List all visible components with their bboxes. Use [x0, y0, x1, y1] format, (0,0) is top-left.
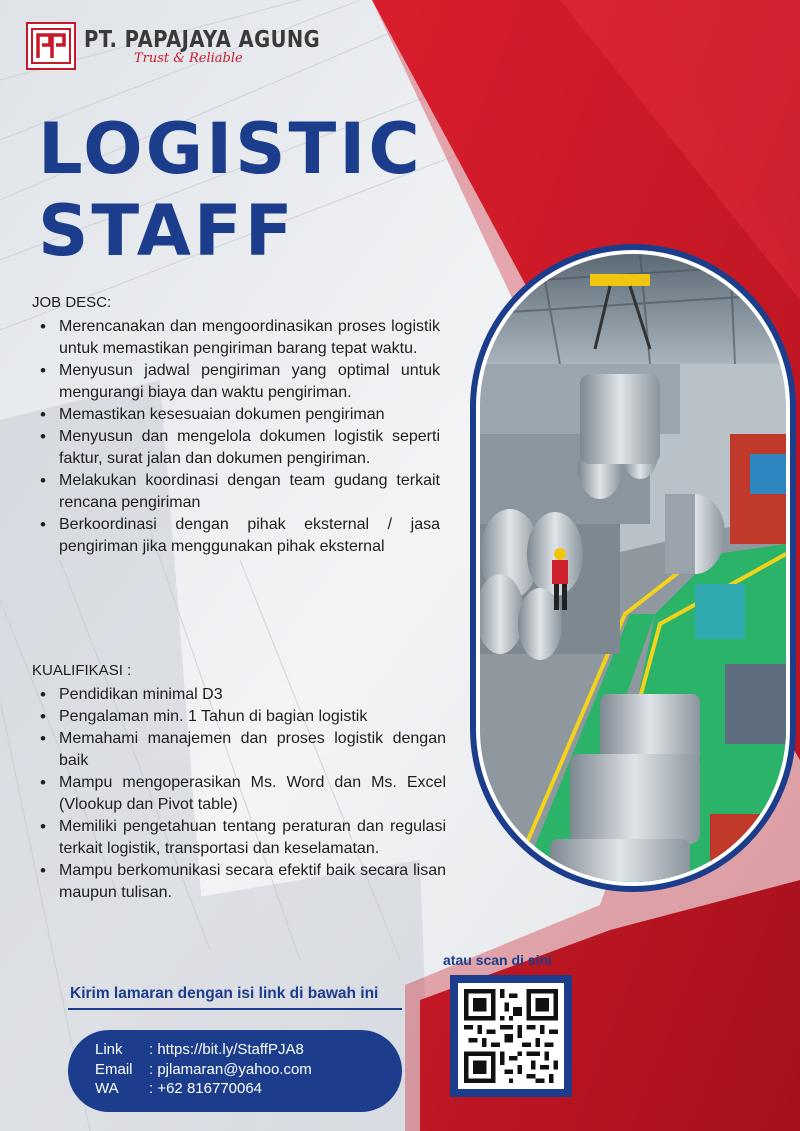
apply-divider: [68, 1008, 402, 1010]
warehouse-illustration: [480, 254, 786, 882]
list-item: • Memahami manajemen dan proses logistik dengan baik: [32, 728, 446, 772]
job-desc-list: [32, 316, 440, 558]
kualifikasi-section: [32, 660, 446, 904]
list-item: • Memiliki pengetahuan tentang peraturan dan regulasi terkait logistik, transportasi dan keselamatan.: [32, 816, 446, 860]
link-label: Link: [95, 1041, 123, 1058]
warehouse-photo-frame: [470, 244, 796, 892]
list-item: • Pendidikan minimal D3: [32, 684, 446, 706]
list-item: • Merencanakan dan mengoordinasikan proses logistik untuk memastikan pengiriman barang tepat waktu.: [32, 316, 440, 360]
list-item: • Mampu mengoperasikan Ms. Word dan Ms. Excel (Vlookup dan Pivot table): [32, 772, 446, 816]
list-item: • Berkoordinasi dengan pihak eksternal / jasa pengiriman jika menggunakan pihak eksternal: [32, 514, 440, 558]
email-label: Email: [95, 1060, 133, 1078]
qr-code-icon: [464, 989, 558, 1083]
kualifikasi-list: [32, 684, 446, 904]
company-name: PT. PAPAJAYA AGUNG: [84, 26, 321, 53]
job-desc-section: [32, 292, 440, 558]
logo-mark-icon: [31, 28, 71, 64]
list-item: • Menyusun dan mengelola dokumen logistik seperti faktur, surat jalan dan dokumen pengiriman.: [32, 426, 440, 470]
contact-box: [68, 1030, 402, 1112]
kualifikasi-heading: KUALIFIKASI :: [32, 662, 132, 679]
apply-instruction: Kirim lamaran dengan isi link di bawah ini: [70, 985, 379, 1002]
job-title-line1: LOGISTIC: [38, 108, 423, 190]
link-value[interactable]: : https://bit.ly/StaffPJA8: [149, 1041, 304, 1058]
contact-email-row: [95, 1060, 402, 1080]
qr-code-frame: [450, 975, 572, 1097]
contact-wa-row: [95, 1079, 402, 1099]
job-title-line2: STAFF: [38, 190, 296, 272]
list-item: • Pengalaman min. 1 Tahun di bagian logistik: [32, 706, 446, 728]
list-item: • Mampu berkomunikasi secara efektif baik secara lisan maupun tulisan.: [32, 860, 446, 904]
company-logo: [26, 22, 76, 70]
scan-label: atau scan di sini: [443, 952, 552, 968]
company-tagline: Trust & Reliable: [134, 50, 243, 66]
company-header: [26, 22, 362, 70]
list-item: • Memastikan kesesuaian dokumen pengiriman: [32, 404, 440, 426]
warehouse-photo: [480, 254, 786, 882]
job-desc-heading: JOB DESC:: [32, 294, 112, 311]
wa-label: WA: [95, 1080, 119, 1097]
list-item: • Menyusun jadwal pengiriman yang optimal untuk mengurangi biaya dan waktu pengiriman.: [32, 360, 440, 404]
job-title: [38, 108, 423, 272]
email-value[interactable]: : pjlamaran@yahoo.com: [149, 1060, 312, 1078]
list-item: • Melakukan koordinasi dengan team gudang terkait rencana pengiriman: [32, 470, 440, 514]
contact-link-row: [95, 1040, 402, 1060]
qr-code[interactable]: [458, 983, 564, 1089]
wa-value[interactable]: : +62 816770064: [149, 1080, 263, 1097]
